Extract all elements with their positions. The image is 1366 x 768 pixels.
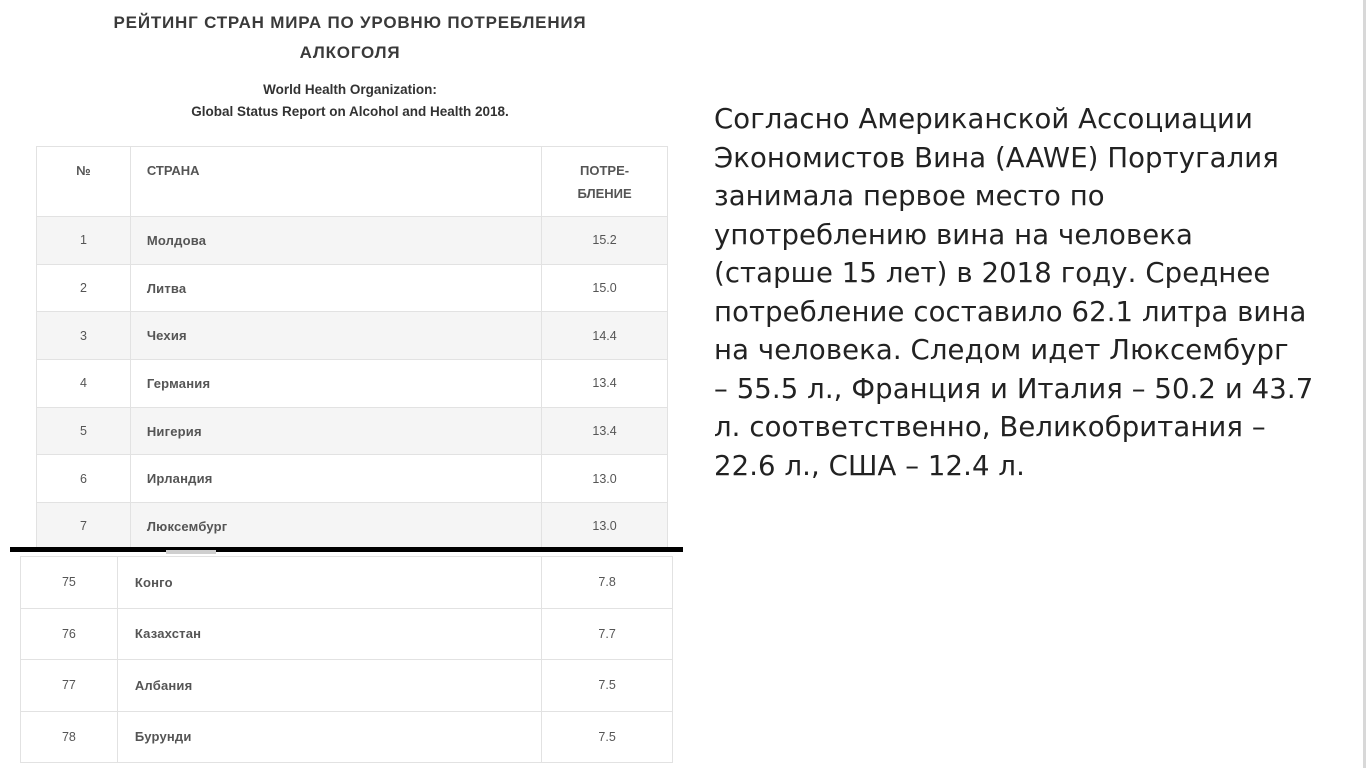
- ranking-table-bottom: [20, 556, 673, 763]
- country-cell: Молдова: [130, 217, 541, 265]
- paragraph-line: потребление составило 62.1 литра вина: [714, 295, 1307, 328]
- country-cell: Нигерия: [130, 407, 541, 455]
- consumption-cell: 14.4: [542, 312, 668, 360]
- country-cell: Чехия: [130, 312, 541, 360]
- table-row: [37, 407, 668, 455]
- rank-cell: 1: [37, 217, 131, 265]
- document-title: [30, 8, 670, 68]
- table-row: [21, 557, 673, 609]
- table-row: [37, 360, 668, 408]
- header-consumption-line: ПОТРЕ-: [580, 163, 630, 178]
- consumption-cell: 7.5: [542, 660, 673, 712]
- consumption-cell: 13.4: [542, 407, 668, 455]
- country-cell: Бурунди: [117, 711, 541, 763]
- table-row: [37, 217, 668, 265]
- rank-cell: 75: [21, 557, 118, 609]
- paragraph-line: Экономистов Вина (AAWE) Португалия: [714, 141, 1279, 174]
- consumption-cell: 13.4: [542, 360, 668, 408]
- ranking-table-top: [36, 146, 668, 551]
- header-consumption: [542, 147, 668, 217]
- paragraph-line: – 55.5 л., Франция и Италия – 50.2 и 43.7: [714, 372, 1314, 405]
- title-line: АЛКОГОЛЯ: [299, 43, 401, 62]
- header-consumption-line: БЛЕНИЕ: [577, 186, 632, 201]
- country-cell: Конго: [117, 557, 541, 609]
- paragraph-line: на человека. Следом идет Люксембург: [714, 334, 1289, 366]
- body-paragraph: [714, 100, 1344, 485]
- source-line: World Health Organization:: [263, 82, 437, 97]
- consumption-cell: 15.0: [542, 264, 668, 312]
- table-row: [37, 503, 668, 551]
- paragraph-line: Согласно Американской Ассоциации: [714, 103, 1253, 135]
- rank-cell: 2: [37, 264, 131, 312]
- consumption-cell: 13.0: [542, 455, 668, 503]
- header-num: №: [37, 147, 131, 217]
- table-header-row: [37, 147, 668, 217]
- consumption-cell: 15.2: [542, 217, 668, 265]
- paragraph-line: (старше 15 лет) в 2018 году. Среднее: [714, 257, 1271, 289]
- table-row: [21, 660, 673, 712]
- table-row: [37, 312, 668, 360]
- table-row: [21, 711, 673, 763]
- table-row: [37, 455, 668, 503]
- consumption-cell: 7.8: [542, 557, 673, 609]
- rank-cell: 6: [37, 455, 131, 503]
- section-divider: [10, 547, 683, 552]
- paragraph-line: занимала первое место по: [714, 180, 1105, 212]
- country-cell: Албания: [117, 660, 541, 712]
- paragraph-line: л. соответственно, Великобритания –: [714, 411, 1266, 443]
- consumption-cell: 7.5: [542, 711, 673, 763]
- country-cell: Казахстан: [117, 608, 541, 660]
- consumption-cell: 13.0: [542, 503, 668, 551]
- table-row: [21, 608, 673, 660]
- rank-cell: 4: [37, 360, 131, 408]
- paragraph-line: 22.6 л., США – 12.4 л.: [714, 449, 1025, 482]
- country-cell: Литва: [130, 264, 541, 312]
- consumption-cell: 7.7: [542, 608, 673, 660]
- rank-cell: 5: [37, 407, 131, 455]
- rank-cell: 3: [37, 312, 131, 360]
- rank-cell: 77: [21, 660, 118, 712]
- country-cell: Германия: [130, 360, 541, 408]
- source-caption: [30, 79, 670, 123]
- rank-cell: 78: [21, 711, 118, 763]
- header-country: СТРАНА: [130, 147, 541, 217]
- paragraph-line: употреблению вина на человека: [714, 218, 1193, 251]
- country-cell: Ирландия: [130, 455, 541, 503]
- title-line: РЕЙТИНГ СТРАН МИРА ПО УРОВНЮ ПОТРЕБЛЕНИЯ: [113, 13, 587, 32]
- source-line: Global Status Report on Alcohol and Health 2018.: [191, 104, 509, 119]
- horizontal-scroll-thumb[interactable]: [166, 550, 216, 554]
- rank-cell: 76: [21, 608, 118, 660]
- rank-cell: 7: [37, 503, 131, 551]
- country-cell: Люксембург: [130, 503, 541, 551]
- table-row: [37, 264, 668, 312]
